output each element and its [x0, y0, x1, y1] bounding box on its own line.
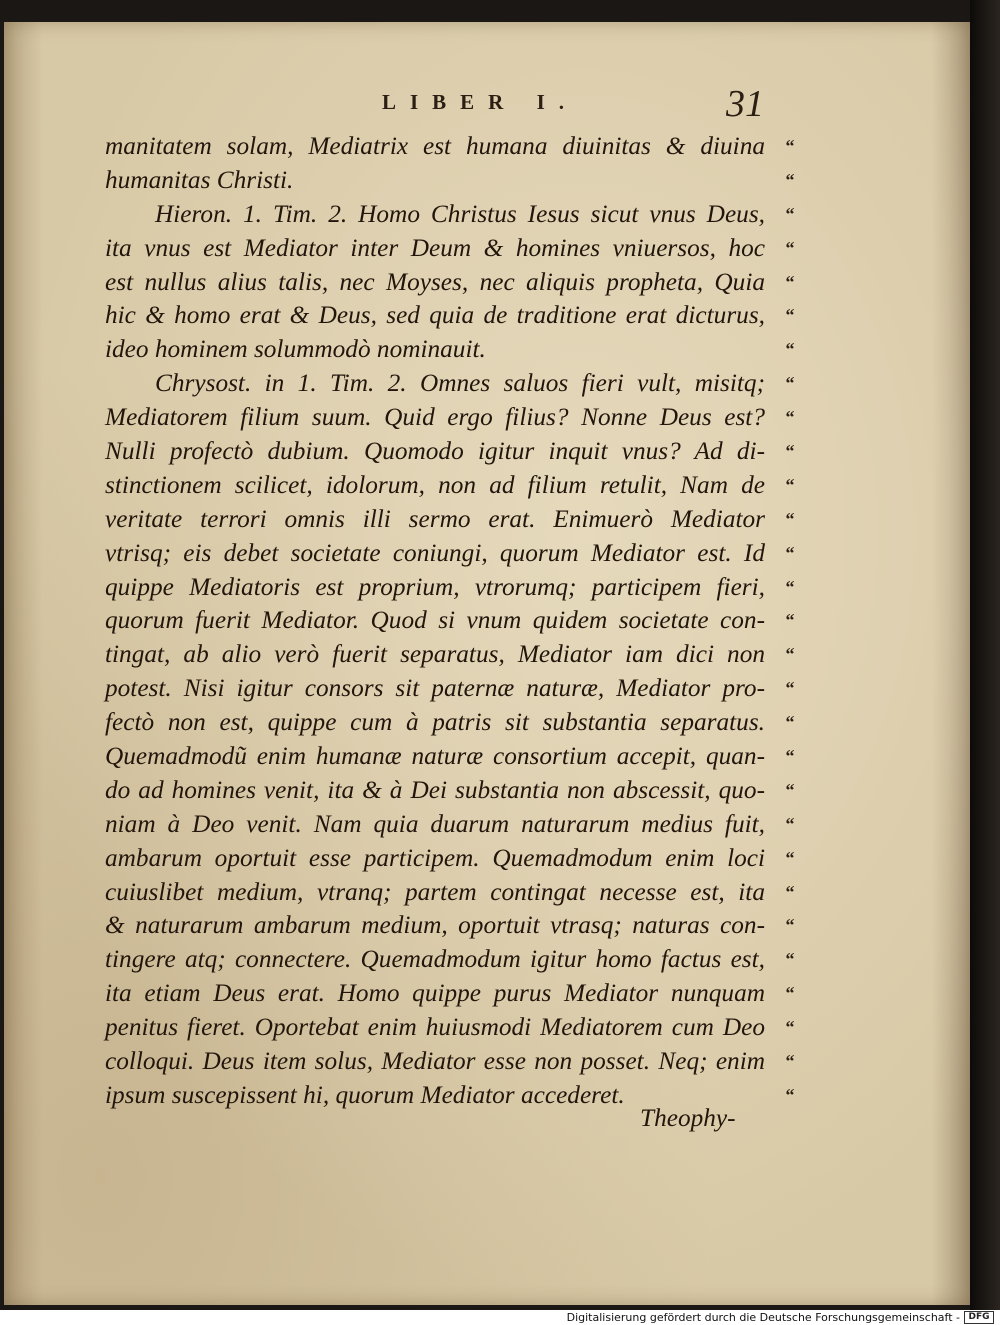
quote-mark: “: [785, 576, 795, 597]
quote-mark: “: [785, 441, 795, 462]
running-head: LIBER I.: [381, 90, 579, 114]
text-line: ambarum oportuit esse participem. Quemadmodum enim loci: [105, 843, 765, 872]
text-line: ita vnus est Mediator inter Deum & homines vniuersos, hoc: [105, 233, 765, 262]
text-line: est nullus alius talis, nec Moyses, nec aliquis propheta, Quia: [105, 267, 765, 296]
quote-mark: “: [785, 881, 795, 902]
text-line: Quemadmodũ enim humanæ naturæ consortium accepit, quan-: [105, 742, 765, 771]
quote-mark: “: [785, 847, 795, 868]
quote-mark: “: [785, 712, 795, 733]
text-line: hic & homo erat & Deus, sed quia de traditione erat dicturus,: [105, 301, 765, 330]
text-line: quippe Mediatoris est proprium, vtrorumq; participem fieri,: [105, 572, 765, 601]
text-line: vtrisq; eis debet societate coniungi, quorum Mediator est. Id: [105, 538, 765, 567]
text-line: fectò non est, quippe cum à patris sit substantia separatus.: [105, 708, 765, 737]
quote-mark: “: [785, 474, 795, 495]
quote-mark: “: [785, 339, 795, 360]
text-line: Hieron. 1. Tim. 2. Homo Christus Iesus sicut vnus Deus,: [155, 199, 765, 228]
quote-mark: “: [785, 271, 795, 292]
text-line: cuiuslibet medium, vtranq; partem contingat necesse est, ita: [105, 877, 765, 906]
text-line: ideo hominem solummodò nominauit.: [105, 335, 486, 364]
text-line: stinctionem scilicet, idolorum, non ad filium retulit, Nam de: [105, 470, 765, 499]
quote-mark: “: [785, 678, 795, 699]
text-line: Nulli profectò dubium. Quomodo igitur inquit vnus? Ad di-: [105, 437, 765, 466]
text-line: manitatem solam, Mediatrix est humana diuinitas & diuina: [105, 132, 765, 160]
text-line: tingere atq; connectere. Quemadmodum igitur homo factus est,: [105, 945, 765, 974]
text-line: ipsum suscepissent hi, quorum Mediator accederet.: [105, 1080, 625, 1109]
quote-mark: “: [785, 746, 795, 767]
quote-mark: “: [785, 136, 795, 156]
digitization-footer: [0, 1310, 1000, 1325]
footer-credit: Digitalisierung gefördert durch die Deutsche Forschungsgemeinschaft -: [566, 1311, 960, 1324]
quotation-marks-column: [775, 130, 805, 1113]
text-line: niam à Deo venit. Nam quia duarum naturarum medius fuit,: [105, 809, 765, 838]
quote-mark: “: [785, 305, 795, 326]
body-text: [105, 130, 765, 1113]
text-line: quorum fuerit Mediator. Quod si vnum quidem societate con-: [105, 606, 765, 635]
text-line: & naturarum ambarum medium, oportuit vtrasq; naturas con-: [105, 911, 765, 940]
text-line: ita etiam Deus erat. Homo quippe purus Mediator nunquam: [105, 979, 765, 1008]
quote-mark: “: [785, 779, 795, 800]
text-line: tingat, ab alio verò fuerit separatus, Mediator iam dici non: [105, 640, 765, 669]
text-line: colloqui. Deus item solus, Mediator esse non posset. Neq; enim: [105, 1047, 765, 1076]
text-line: Chrysost. in 1. Tim. 2. Omnes saluos fieri vult, misitq;: [155, 369, 765, 398]
text-line: Mediatorem filium suum. Quid ergo filius? Nonne Deus est?: [105, 403, 765, 432]
text-line: penitus fieret. Oportebat enim huiusmodi Mediatorem cum Deo: [105, 1013, 765, 1042]
quote-mark: “: [785, 1051, 795, 1072]
text-line: potest. Nisi igitur consors sit paternæ naturæ, Mediator pro-: [105, 674, 765, 703]
page-edge-shadow: [970, 0, 1000, 1310]
quote-mark: “: [785, 813, 795, 834]
quote-mark: “: [785, 203, 795, 224]
quote-mark: “: [785, 169, 795, 190]
quote-mark: “: [785, 1084, 795, 1105]
text-line: do ad homines venit, ita & à Dei substantia non abscessit, quo-: [105, 775, 765, 804]
quote-mark: “: [785, 373, 795, 394]
quote-mark: “: [785, 644, 795, 665]
dfg-logo: DFG: [964, 1311, 994, 1324]
quote-mark: “: [785, 407, 795, 428]
quote-mark: “: [785, 542, 795, 563]
quote-mark: “: [785, 983, 795, 1004]
text-line: veritate terrori omnis illi sermo erat. Enimuerò Mediator: [105, 504, 765, 533]
text-line: humanitas Christi.: [105, 165, 294, 194]
quote-mark: “: [785, 610, 795, 631]
quote-mark: “: [785, 1017, 795, 1038]
quote-mark: “: [785, 949, 795, 970]
catchword: Theophy-: [640, 1104, 736, 1132]
quote-mark: “: [785, 508, 795, 529]
page-number: 31: [726, 83, 764, 125]
quote-mark: “: [785, 237, 795, 258]
quote-mark: “: [785, 915, 795, 936]
